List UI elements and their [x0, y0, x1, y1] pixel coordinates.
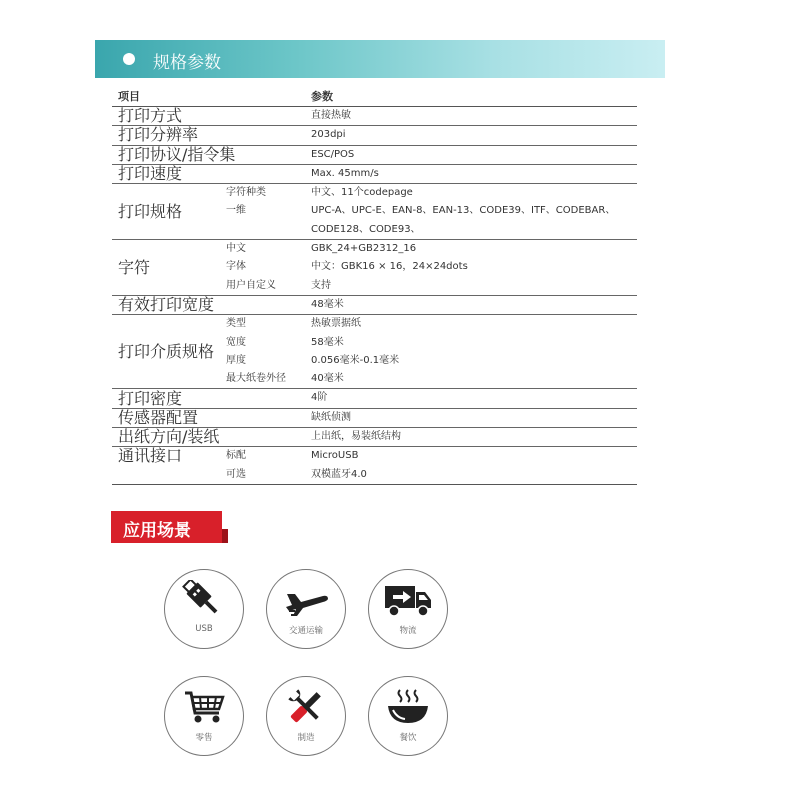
spec-row: [112, 296, 637, 314]
manufacturing-application: [266, 676, 346, 756]
spec-sub-label: 字体: [226, 261, 246, 273]
catering-label: 餐饮: [399, 733, 417, 743]
spec-sub-label: 厚度: [226, 354, 246, 366]
spec-value: 48毫米: [311, 298, 344, 310]
bullet-dot-icon: [123, 53, 135, 65]
spec-section-title: 规格参数: [153, 53, 221, 73]
catering-application: [368, 676, 448, 756]
spec-row: [112, 184, 637, 202]
spec-group: [112, 240, 637, 296]
spec-value: 4阶: [311, 392, 328, 404]
usb-icon: [179, 580, 229, 620]
spec-value: 缺纸侦测: [311, 411, 351, 423]
spec-item-label: 打印方式: [118, 106, 183, 126]
spec-row: [112, 146, 637, 164]
spec-row: [112, 370, 637, 388]
spec-row: [112, 334, 637, 352]
spec-section-header: [95, 40, 665, 78]
spec-item-label: 通讯接口: [118, 446, 183, 466]
spec-group: [112, 389, 637, 408]
tools-icon: [281, 687, 331, 727]
spec-sub-label: 标配: [226, 450, 246, 462]
spec-sub-label: 字符种类: [226, 187, 266, 199]
spec-value: GBK_24+GB2312_16: [311, 243, 417, 255]
header-item: 项目: [118, 90, 140, 103]
spec-item-label: 出纸方向/装纸: [118, 427, 220, 447]
spec-row: [112, 240, 637, 258]
spec-row: [112, 315, 637, 333]
header-param: 参数: [311, 90, 333, 103]
spec-group: [112, 126, 637, 145]
spec-item-label: 打印规格: [118, 201, 183, 221]
spec-value: Max. 45mm/s: [311, 167, 379, 179]
spec-value: UPC-A、UPC-E、EAN-8、EAN-13、CODE39、ITF、CODEBAR、: [311, 205, 616, 217]
spec-sub-label: 一维: [226, 205, 246, 217]
spec-group: [112, 146, 637, 165]
spec-value: 双模蓝牙4.0: [311, 468, 367, 480]
usb-application: [164, 569, 244, 649]
spec-table: [112, 88, 637, 485]
spec-value: 0.056毫米-0.1毫米: [311, 354, 400, 366]
spec-group: [112, 165, 637, 184]
spec-value: 热敏票据纸: [311, 318, 361, 330]
spec-sub-label: 中文: [226, 243, 246, 255]
spec-item-label: 打印密度: [118, 388, 183, 408]
spec-value: 58毫米: [311, 336, 344, 348]
spec-item-label: 打印速度: [118, 164, 183, 184]
airplane-icon: [281, 580, 331, 620]
spec-item-label: 打印介质规格: [118, 341, 215, 361]
manufacturing-label: 制造: [297, 733, 315, 743]
spec-row: [112, 466, 637, 484]
spec-value: ESC/POS: [311, 148, 355, 160]
spec-value: 支持: [311, 279, 331, 291]
spec-value: 中文、11个codepage: [311, 187, 413, 199]
spec-value: 上出纸，易装纸结构: [311, 431, 401, 443]
spec-row: [112, 258, 637, 276]
spec-group: [112, 296, 637, 315]
spec-item-label: 字符: [118, 257, 151, 277]
retail-label: 零售: [195, 733, 213, 743]
spec-group: [112, 428, 637, 447]
shopping-cart-icon: [179, 687, 229, 727]
spec-row: [112, 277, 637, 295]
spec-row: [112, 447, 637, 465]
applications-section-title: 应用场景: [123, 521, 191, 541]
spec-row: [112, 221, 637, 239]
truck-icon: [383, 580, 433, 620]
logistics-application: [368, 569, 448, 649]
spec-table-body: [112, 107, 637, 485]
spec-row: [112, 165, 637, 183]
spec-value: 40毫米: [311, 373, 344, 385]
spec-sub-label: 类型: [226, 318, 246, 330]
usb-label: USB: [195, 624, 213, 634]
spec-item-label: 传感器配置: [118, 407, 199, 427]
spec-value: 直接热敏: [311, 110, 351, 121]
applications-section-header: [111, 511, 222, 543]
spec-sub-label: 可选: [226, 468, 246, 480]
spec-row: [112, 409, 637, 427]
retail-application: [164, 676, 244, 756]
spec-row: [112, 202, 637, 220]
spec-group: [112, 315, 637, 389]
spec-row: [112, 428, 637, 446]
spec-table-header: [112, 88, 637, 107]
spec-sub-label: 用户自定义: [226, 279, 276, 291]
spec-sub-label: 宽度: [226, 336, 246, 348]
spec-group: [112, 447, 637, 485]
spec-row: [112, 389, 637, 407]
spec-value: 中文：GBK16 × 16，24×24dots: [311, 261, 468, 273]
transport-application: [266, 569, 346, 649]
spec-item-label: 有效打印宽度: [118, 295, 215, 315]
spec-row: [112, 126, 637, 144]
spec-value: MicroUSB: [311, 450, 359, 462]
spec-item-label: 打印分辨率: [118, 125, 199, 145]
spec-row: [112, 107, 637, 125]
logistics-label: 物流: [399, 626, 417, 636]
spec-value: 203dpi: [311, 129, 346, 141]
spec-sub-label: 最大纸卷外径: [226, 373, 286, 385]
spec-group: [112, 184, 637, 240]
transport-label: 交通运输: [288, 626, 323, 636]
spec-group: [112, 107, 637, 126]
bowl-icon: [383, 687, 433, 727]
spec-group: [112, 409, 637, 428]
spec-item-label: 打印协议/指令集: [118, 144, 236, 164]
spec-value: CODE128、CODE93、: [311, 223, 421, 235]
spec-row: [112, 352, 637, 370]
